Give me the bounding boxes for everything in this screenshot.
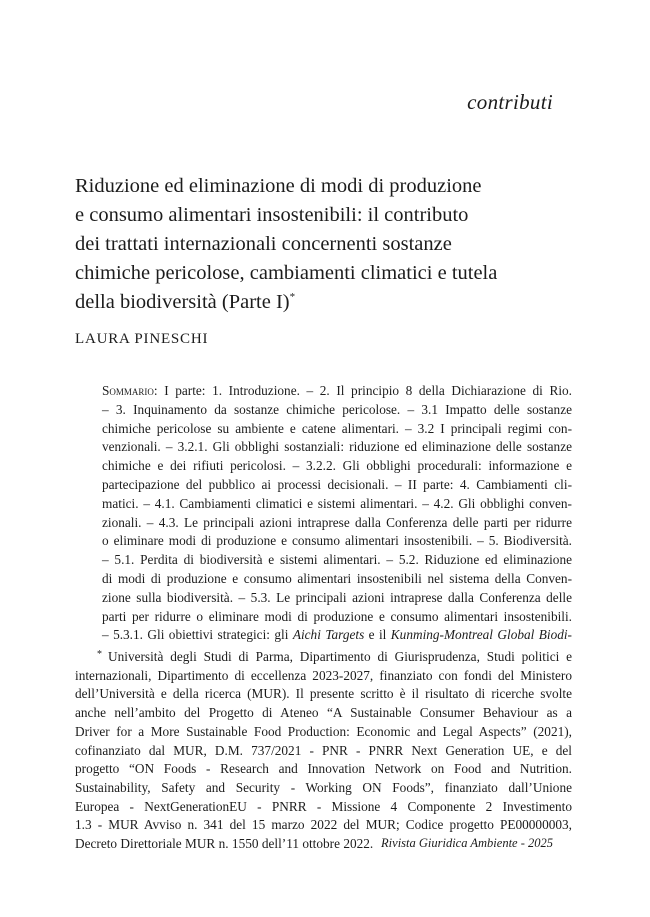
- section-label: contributi: [467, 90, 553, 114]
- footnote-line: 1.3 - MUR Avviso n. 341 del 15 marzo 2022 del MUR; Codice progetto PE00000003,: [75, 817, 572, 833]
- article-title: [75, 172, 575, 317]
- title-line: e consumo alimentari insostenibili: il contributo: [75, 204, 469, 226]
- summary-line: zionali. – 4.3. Le principali azioni intraprese dalla Conferenza delle parti per ridurre: [102, 514, 572, 530]
- title-line: [75, 288, 575, 317]
- summary-line: [102, 626, 572, 645]
- footnote: [75, 646, 572, 854]
- summary-line: matici. – 4.1. Cambiamenti climatici e sistemi alimentari. – 4.2. Gli obblighi conven-: [102, 495, 572, 511]
- footnote-reference: *: [289, 291, 296, 304]
- summary-line: di modi di produzione e consumo alimentari insostenibili nel sistema della Conven-: [102, 570, 572, 586]
- summary-line: – 3. Inquinamento da sostanze chimiche pericolose. – 3.1 Impatto delle sostanze: [102, 401, 572, 417]
- summary-italic-term: Kunming-Montreal Global Biodi-: [390, 627, 572, 643]
- footnote-line: cofinanziato dal MUR, D.M. 737/2021 - PNR - PNRR Next Generation UE, e del: [75, 742, 572, 758]
- footnote-line: [75, 646, 572, 667]
- footnote-line: Driver for a More Sustainable Food Production: Economic and Legal Aspects” (2021),: [75, 723, 572, 739]
- journal-footer: Rivista Giuridica Ambiente - 2025: [381, 836, 553, 850]
- summary-line-text: I parte: 1. Introduzione. – 2. Il principio 8 della Dichiarazione di Rio.: [157, 383, 572, 398]
- summary-line: venzionali. – 3.2.1. Gli obblighi sostanziali: riduzione ed eliminazione delle sostanze: [102, 439, 572, 455]
- footnote-line: Europea - NextGenerationEU - PNRR - Missione 4 Componente 2 Investimento: [75, 798, 572, 814]
- summary-line: chimiche pericolose su ambiente e catene alimentari. – 3.2 I principali regimi con-: [102, 420, 572, 436]
- footnote-line: internazionali, Dipartimento di eccellenza 2023-2027, finanziato con fondi del Ministero: [75, 667, 572, 683]
- summary-label: Sommario:: [102, 383, 158, 398]
- summary-line: o eliminare modi di produzione e consumo alimentari insostenibili. – 5. Biodiversità.: [102, 533, 572, 549]
- footnote-line-text: Università degli Studi di Parma, Dipartimento di Giurisprudenza, Studi politici e: [108, 649, 572, 664]
- summary-line: parti per ridurre o eliminare modi di produzione e consumo alimentari insostenibili.: [102, 608, 572, 624]
- footnote-line: Decreto Direttoriale MUR n. 1550 dell’11 ottobre 2022.: [75, 836, 374, 852]
- footnote-line: dell’Università e della ricerca (MUR). Il presente scritto è il risultato di ricerche svolte: [75, 686, 572, 702]
- summary-line: – 5.1. Perdita di biodiversità e sistemi alimentari. – 5.2. Riduzione ed eliminazione: [102, 552, 572, 568]
- summary: [102, 382, 572, 645]
- summary-line: chimiche e dei rifiuti pericolosi. – 3.2.2. Gli obblighi procedurali: informazione e: [102, 458, 572, 474]
- summary-line-text: e il: [364, 627, 391, 643]
- author-name: LAURA PINESCHI: [75, 331, 209, 347]
- footnote-line: anche nell’ambito del Progetto di Ateneo “A Sustainable Consumer Behaviour as a: [75, 705, 572, 721]
- footnote-line: Sustainability, Safety and Security - Working ON Foods”, finanziato dall’Unione: [75, 779, 572, 795]
- title-line: chimiche pericolose, cambiamenti climatici e tutela: [75, 262, 498, 284]
- summary-line: [102, 382, 572, 401]
- footnote-mark: *: [97, 649, 102, 660]
- title-line-text: della biodiversità (Parte I): [75, 291, 290, 313]
- summary-line-text: – 5.3.1. Gli obiettivi strategici: gli: [102, 627, 293, 643]
- summary-italic-term: Aichi Targets: [292, 627, 365, 643]
- title-line: dei trattati internazionali concernenti sostanze: [75, 233, 452, 255]
- title-line: Riduzione ed eliminazione di modi di produzione: [75, 175, 482, 197]
- summary-line: partecipazione del pubblico ai processi decisionali. – II parte: 4. Cambiamenti cli-: [102, 476, 572, 492]
- summary-line: zione sulla biodiversità. – 5.3. Le principali azioni intraprese dalla Conferenza delle: [102, 589, 572, 605]
- footnote-line: progetto “ON Foods - Research and Innovation Network on Food and Nutrition.: [75, 761, 572, 777]
